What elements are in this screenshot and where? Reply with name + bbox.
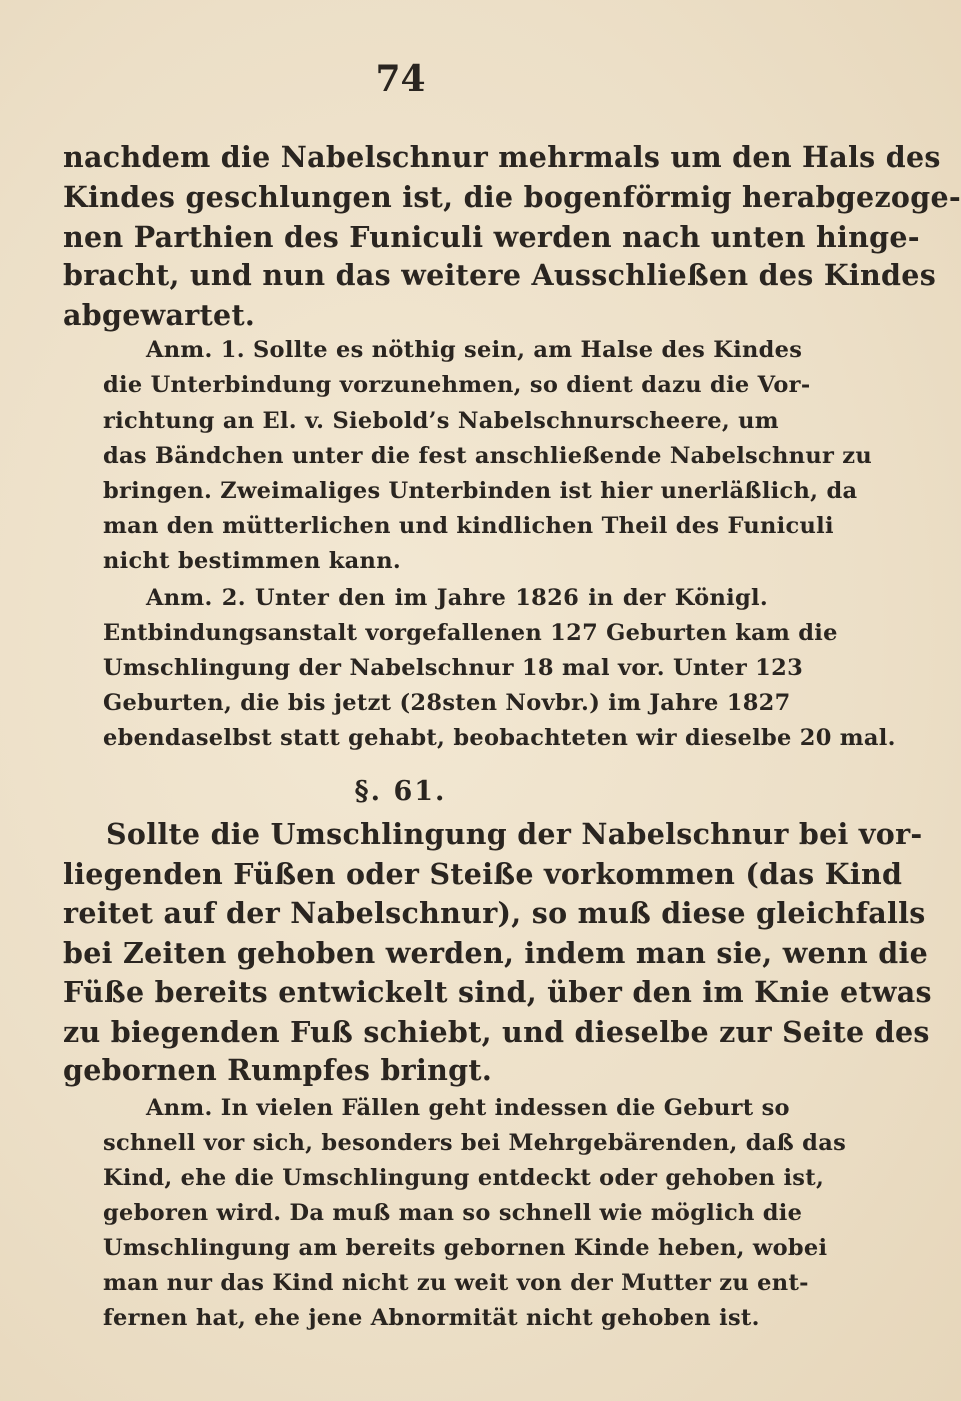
- paragraph-line: reitet auf der Nabelschnur), so muß diese gleichfalls: [63, 896, 926, 930]
- paragraph-line: Sollte die Umschlingung der Nabelschnur bei vor-: [106, 817, 923, 851]
- paragraph-line: nen Parthien des Funiculi werden nach unten hinge-: [63, 220, 920, 254]
- footnote-line: Geburten, die bis jetzt (28sten Novbr.) im Jahre 1827: [103, 690, 791, 716]
- footnote-line: Umschlingung am bereits gebornen Kinde heben, wobei: [103, 1235, 828, 1261]
- footnote-line: Umschlingung der Nabelschnur 18 mal vor. Unter 123: [103, 655, 804, 681]
- page-number: 74: [375, 58, 426, 100]
- footnote-line: man nur das Kind nicht zu weit von der Mutter zu ent-: [103, 1270, 809, 1296]
- footnote-line: Anm. In vielen Fällen geht indessen die Geburt so: [146, 1095, 790, 1121]
- footnote-line: fernen hat, ehe jene Abnormität nicht gehoben ist.: [103, 1305, 760, 1331]
- paragraph-line: liegenden Füßen oder Steiße vorkommen (das Kind: [63, 857, 903, 891]
- footnote-line: Anm. 1. Sollte es nöthig sein, am Halse des Kindes: [146, 337, 803, 363]
- footnote-line: Entbindungsanstalt vorgefallenen 127 Geburten kam die: [103, 620, 838, 646]
- paragraph-line: gebornen Rumpfes bringt.: [63, 1053, 493, 1087]
- paragraph-line: zu biegenden Fuß schiebt, und dieselbe zur Seite des: [63, 1015, 930, 1049]
- footnote-line: richtung an El. v. Siebold’s Nabelschnurscheere, um: [103, 408, 779, 434]
- paragraph-line: Füße bereits entwickelt sind, über den im Knie etwas: [63, 975, 932, 1009]
- footnote-line: schnell vor sich, besonders bei Mehrgebärenden, daß das: [103, 1130, 847, 1156]
- paragraph-line: Kindes geschlungen ist, die bogenförmig herabgezoge-: [63, 180, 961, 214]
- paragraph-line: bei Zeiten gehoben werden, indem man sie, wenn die: [63, 936, 929, 970]
- footnote-line: das Bändchen unter die fest anschließende Nabelschnur zu: [103, 443, 873, 469]
- footnote-line: nicht bestimmen kann.: [103, 548, 401, 574]
- footnote-line: geboren wird. Da muß man so schnell wie möglich die: [103, 1200, 803, 1226]
- paragraph-line: abgewartet.: [63, 298, 256, 332]
- footnote-line: Kind, ehe die Umschlingung entdeckt oder gehoben ist,: [103, 1165, 825, 1191]
- footnote-line: bringen. Zweimaliges Unterbinden ist hier unerläßlich, da: [103, 478, 858, 504]
- paragraph-line: bracht, und nun das weitere Ausschließen des Kindes: [63, 258, 937, 292]
- paragraph-line: nachdem die Nabelschnur mehrmals um den Hals des: [63, 140, 941, 174]
- section-heading: §. 61.: [354, 776, 447, 807]
- footnote-line: die Unterbindung vorzunehmen, so dient dazu die Vor-: [103, 372, 811, 398]
- footnote-line: Anm. 2. Unter den im Jahre 1826 in der Königl.: [146, 585, 768, 611]
- footnote-line: ebendaselbst statt gehabt, beobachteten wir dieselbe 20 mal.: [103, 725, 896, 751]
- footnote-line: man den mütterlichen und kindlichen Theil des Funiculi: [103, 513, 834, 539]
